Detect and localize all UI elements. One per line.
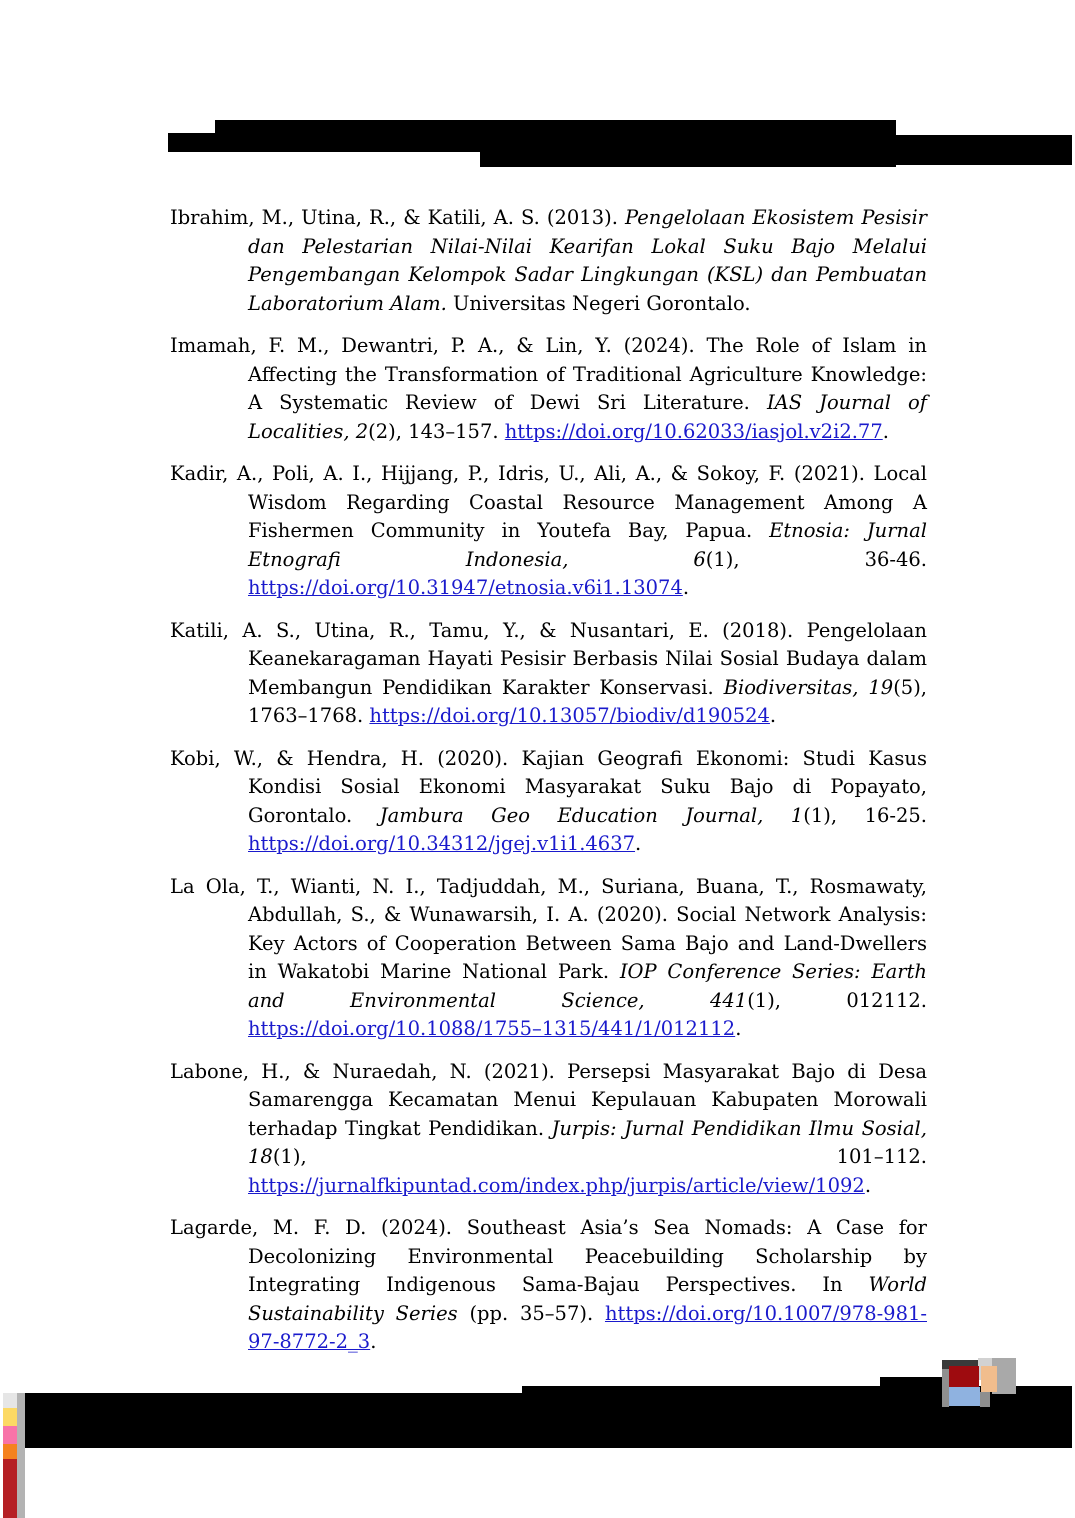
strip-gray-column: [17, 1393, 25, 1518]
reference-entry: [170, 745, 927, 859]
reference-entry: [170, 332, 927, 446]
reference-link[interactable]: https://doi.org/10.31947/etnosia.v6i1.13074: [248, 576, 683, 599]
reference-title-italic: Jambura Geo Education Journal, 1: [379, 803, 804, 827]
redaction-segment: [480, 152, 896, 167]
reference-text: (2), 143–157.: [368, 419, 505, 443]
strip-segment: [3, 1408, 17, 1426]
reference-text: .: [370, 1330, 377, 1353]
reference-title-italic: Biodiversitas, 19: [723, 675, 894, 699]
reference-entry: [170, 204, 927, 318]
redaction-segment: [880, 1377, 944, 1389]
color-strip-artifact: [3, 1393, 17, 1518]
reference-title-italic: Pengelolaan Ekosistem Pesisir dan Pelestarian Nilai-Nilai Kearifan Lokal Suku Bajo Melalui Pengembangan Kelompok Sadar Lingkungan (KSL) dan Pembuatan Laboratorium Alam.: [248, 206, 927, 315]
reference-text: .: [635, 832, 642, 855]
reference-text: .: [882, 419, 889, 443]
reference-title-italic: World Sustainability Series: [248, 1273, 927, 1325]
reference-text: (pp. 35–57).: [457, 1301, 605, 1325]
reference-text: Katili, A. S., Utina, R., Tamu, Y., & Nusantari, E. (2018). Pengelolaan Keanekaragaman Hayati Pesisir Berbasis Nilai Sosial Budaya dalam Membangun Pendidikan Karakter Konservasi.: [170, 618, 927, 699]
reference-entry: [170, 460, 927, 603]
reference-link[interactable]: https://doi.org/10.34312/jgej.v1i1.4637: [248, 832, 636, 855]
reference-text: Kobi, W., & Hendra, H. (2020). Kajian Geografi Ekonomi: Studi Kasus Kondisi Sosial Ekonomi Masyarakat Suku Bajo di Popayato, Gorontalo.: [170, 746, 927, 827]
references-list: [170, 204, 927, 1371]
logo-tile: [949, 1366, 979, 1387]
reference-link[interactable]: https://doi.org/10.1007/978-981-97-8772-2_3: [248, 1301, 927, 1353]
reference-link[interactable]: https://doi.org/10.1088/1755–1315/441/1/012112: [248, 1017, 736, 1040]
reference-text: .: [682, 576, 690, 599]
reference-entry: [170, 1214, 927, 1357]
strip-segment: [3, 1426, 17, 1444]
reference-text: .: [864, 1173, 872, 1197]
reference-link[interactable]: https://doi.org/10.13057/biodiv/d190524: [369, 704, 770, 727]
reference-text: Lagarde, M. F. D. (2024). Southeast Asia’s Sea Nomads: A Case for Decolonizing Environmental Peacebuilding Scholarship by Integrating Indigenous Sama-Bajau Perspectives. In: [170, 1216, 927, 1296]
logo-tile: [949, 1387, 980, 1406]
logo-tile: [981, 1366, 997, 1392]
reference-text: Universitas Negeri Gorontalo.: [446, 291, 751, 315]
reference-text: Imamah, F. M., Dewantri, P. A., & Lin, Y. (2024). The Role of Islam in Affecting the Transformation of Traditional Agriculture Knowledge: A Systematic Review of Dewi Sri Literature.: [170, 334, 927, 414]
redaction-segment: [168, 133, 216, 152]
reference-entry: [170, 1058, 927, 1201]
logo-tile: [942, 1369, 949, 1407]
logo-tile: [980, 1392, 990, 1407]
reference-link[interactable]: https://doi.org/10.62033/iasjol.v2i2.77: [504, 419, 883, 443]
reference-title-italic: Jurpis: Jurnal Pendidikan Ilmu Sosial, 18: [248, 1116, 927, 1168]
redaction-segment: [896, 135, 1072, 165]
reference-link[interactable]: https://jurnalfkipuntad.com/index.php/jurpis/article/view/1092: [248, 1173, 865, 1197]
reference-text: (1), 012112.: [747, 988, 927, 1012]
reference-entry: [170, 617, 927, 731]
reference-text: (1), 36-46.: [705, 547, 927, 571]
reference-text: Ibrahim, M., Utina, R., & Katili, A. S. (2013).: [170, 206, 625, 229]
reference-title-italic: IOP Conference Series: Earth and Environmental Science, 441: [248, 960, 927, 1012]
reference-text: (5), 1763–1768.: [248, 675, 928, 727]
reference-title-italic: IAS Journal of Localities, 2: [248, 391, 927, 443]
reference-text: Kadir, A., Poli, A. I., Hijjang, P., Idris, U., Ali, A., & Sokoy, F. (2021). Local Wisdom Regarding Coastal Resource Management Among A Fishermen Community in Youtefa Bay, Papua.: [170, 462, 927, 542]
reference-text: La Ola, T., Wianti, N. I., Tadjuddah, M., Suriana, Buana, T., Rosmawaty, Abdullah, S., & Wunawarsih, I. A. (2020). Social Network Analysis: Key Actors of Cooperation Between Sama Bajo and Land-Dwellers in Wakatobi Marine National Park.: [170, 874, 927, 983]
strip-segment: [3, 1393, 17, 1408]
logo-artifact: [942, 1358, 1016, 1408]
reference-text: (1), 16-25.: [803, 803, 927, 827]
strip-segment: [3, 1459, 17, 1518]
reference-text: (1), 101–112.: [272, 1145, 927, 1168]
reference-entry: [170, 873, 927, 1044]
redaction-segment: [22, 1393, 522, 1448]
strip-segment: [3, 1444, 17, 1459]
reference-text: Labone, H., & Nuraedah, N. (2021). Persepsi Masyarakat Bajo di Desa Samarengga Kecamatan Menui Kepulauan Kabupaten Morowali terhadap Tingkat Pendidikan.: [170, 1059, 927, 1140]
redaction-segment: [215, 120, 896, 152]
reference-text: .: [769, 704, 777, 727]
reference-title-italic: Etnosia: Jurnal Etnografi Indonesia, 6: [248, 519, 927, 571]
reference-text: .: [735, 1017, 742, 1040]
